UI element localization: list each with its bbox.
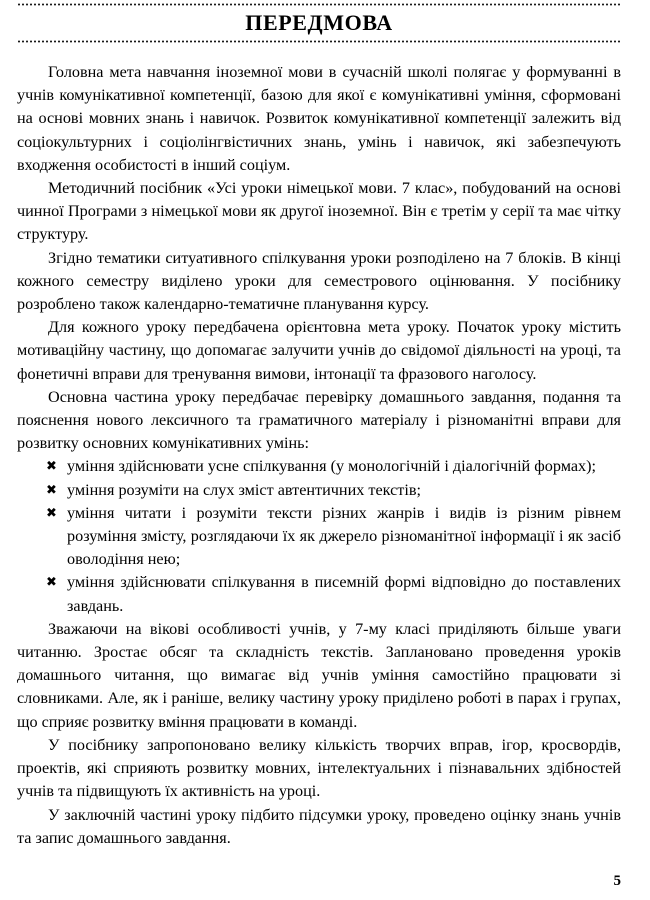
list-item-label: уміння розуміти на слух зміст автентичних текстів; [67,480,421,499]
paragraph-2: Методичний посібник «Усі уроки німецької мови. 7 клас», побудований на основі чинної Програми з німецької мови як другої іноземної. Він є третім у серії та має чітку структуру. [17,179,621,244]
list-item-label: уміння здійснювати усне спілкування (у монологічній і діалогічній формах); [67,457,597,476]
cross-bullet-icon: ✖ [46,575,57,591]
skills-bullet-list [17,455,621,617]
cross-bullet-icon: ✖ [46,505,57,521]
cross-bullet-icon: ✖ [46,482,57,498]
paragraph-8: У заключній частині уроку підбито підсумки уроку, проведено оцінку знань учнів та запис домашнього завдання. [17,805,621,847]
body-text [17,61,621,850]
paragraph-5: Основна частина уроку передбачає перевірку домашнього завдання, подання та пояснення нового лексичного та граматичного матеріалу і різноманітні вправи для розвитку основних комунікативних умінь: [17,387,621,453]
paragraph-1: Головна мета навчання іноземної мови в сучасній школі полягає у формуванні в учнів комунікативної компетенції, базою для якої є комунікативні уміння, сформовані на основі мовних знань і навичок. Розвиток комунікативної компетенції залежить від соціокультурних і соціолінгвістичних знань, умінь і навичок, які забезпечують входження особистості в інший соціум. [17,63,621,174]
page-title: ПЕРЕДМОВА [245,10,393,35]
header-dotted-rule-top [17,3,621,6]
paragraph-3: Згідно тематики ситуативного спілкування уроки розподілено на 7 блоків. В кінці кожного семестру виділено уроки для семестрового оцінювання. У посібнику розроблено також календарно-тематичне планування курсу. [17,248,621,314]
cross-bullet-icon: ✖ [46,459,57,475]
page-number: 5 [613,873,621,889]
page-content [17,0,621,850]
list-item-label: уміння читати і розуміти тексти різних жанрів і видів із різним рівнем розуміння змісту, розглядаючи їх як джерело різноманітної інформації і як засіб оволодіння нею; [67,503,621,569]
paragraph-7: У посібнику запропоновано велику кількість творчих вправ, ігор, кросвордів, проектів, які сприяють розвитку мовних, інтелектуальних і пізнавальних здібностей учнів та підвищують їх активність на уроці. [17,735,621,801]
list-item [17,571,621,617]
paragraph-6: Зважаючи на вікові особливості учнів, у 7-му класі приділяють більше уваги читанню. Зростає обсяг та складність текстів. Заплановано проведення уроків домашнього читання, що вимагає від учнів уміння самостійно працювати зі словниками. Але, як і раніше, велику частину уроку приділено роботі в парах і групах, що сприяє розвитку вміння працювати в команді. [17,619,621,731]
paragraph-4: Для кожного уроку передбачена орієнтовна мета уроку. Початок уроку містить мотиваційну частину, що допомагає залучити учнів до свідомої діяльності на уроці, та фонетичні вправи для тренування вимови, інтонації та фразового наголосу. [17,318,621,383]
header-dotted-rule-bottom [17,40,621,43]
list-item [17,455,621,478]
list-item [17,502,621,572]
list-item-label: уміння здійснювати спілкування в писемній формі відповідно до поставлених завдань. [67,573,621,615]
list-item [17,479,621,502]
